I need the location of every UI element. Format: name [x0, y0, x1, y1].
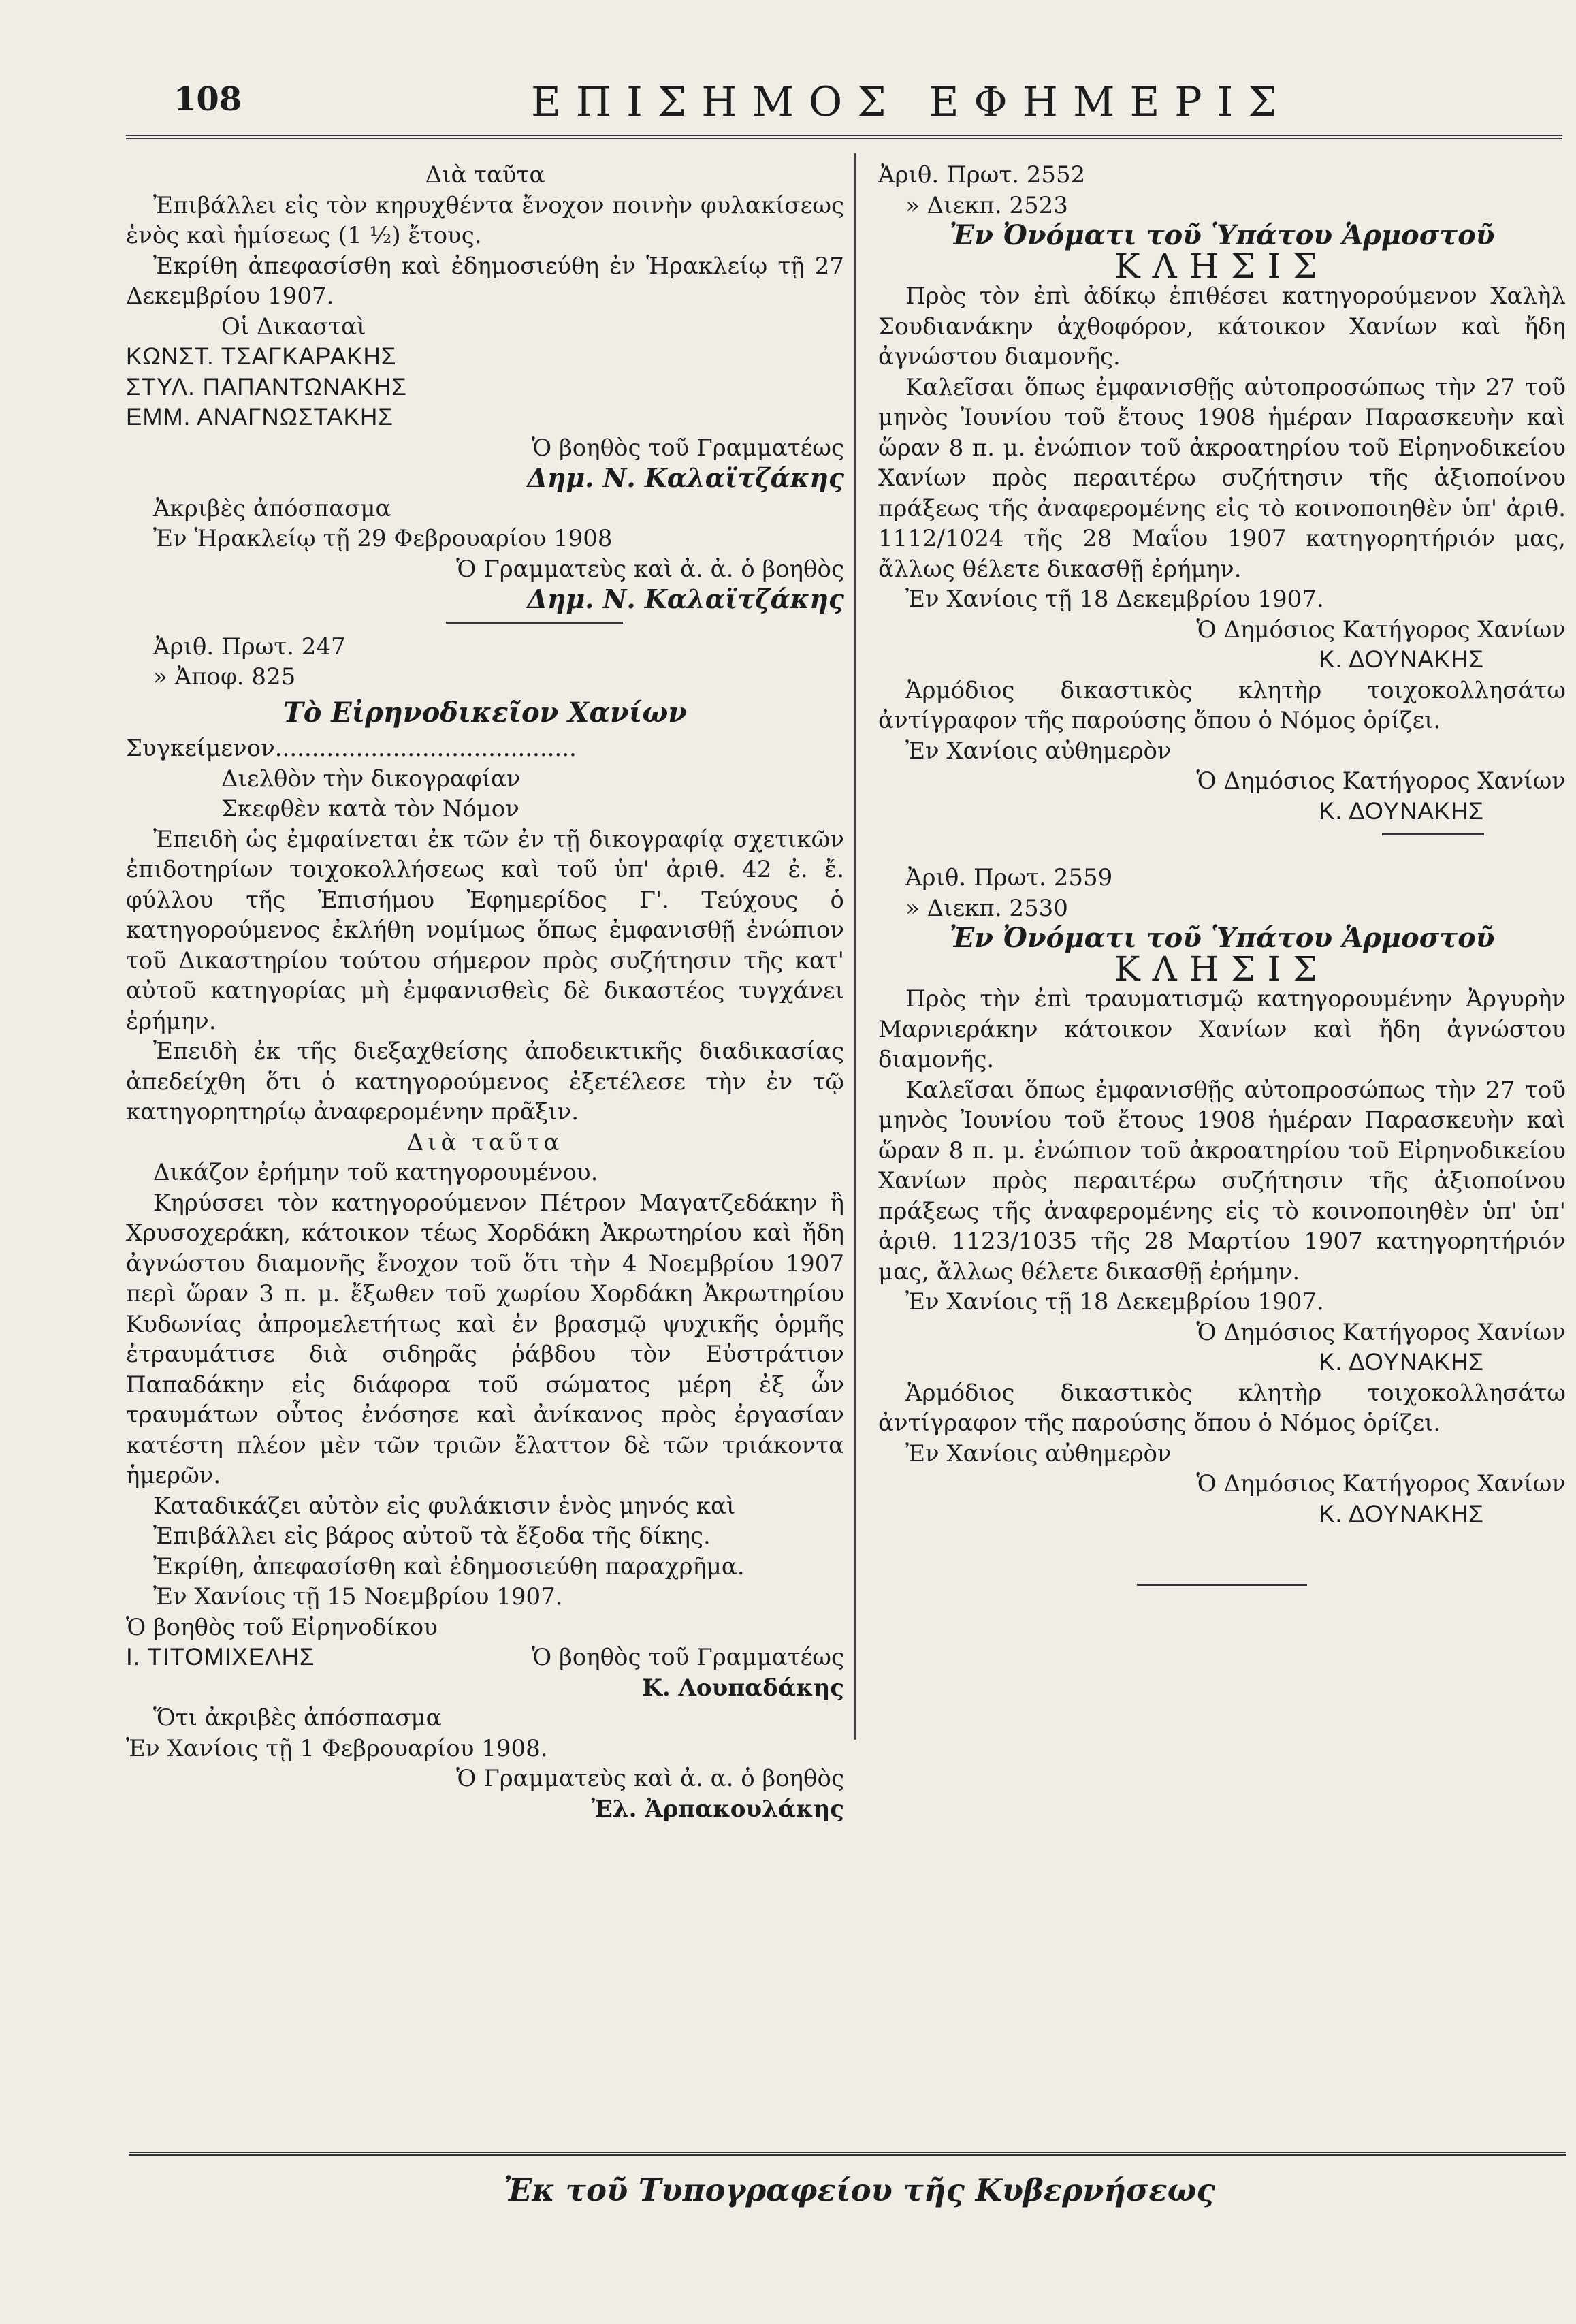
paragraph: Πρὸς τὸν ἐπὶ ἀδίκῳ ἐπιθέσει κατηγορούμενον Χαλὴλ Σουδιανάκην ἀχθοφόρον, κάτοικον Χανίων καὶ ἤδη ἀγνώστου διαμονῆς.	[878, 283, 1566, 370]
paragraph: Ἐπειδὴ ἐκ τῆς διεξαχθείσης ἀποδεικτικῆς διαδικασίας ἀπεδείχθη ὅτι ὁ κατηγορούμενος ἐξετέλεσε τὴν ἐν τῷ κατηγορητηρίῳ ἀναφερομένην πρᾶξιν.	[126, 1038, 844, 1126]
separator-rule	[1137, 1584, 1307, 1586]
summons-title: ΚΛΗΣΙΣ	[1114, 949, 1330, 989]
signature-name: Δημ. Ν. Καλαϊτζάκης	[527, 462, 844, 493]
reference-number: Ἀριθ. Πρωτ. 2559	[905, 864, 1113, 891]
place-date: Ἐν Χανίοις τῇ 18 Δεκεμβρίου 1907.	[905, 1288, 1324, 1316]
reference-number: » Διεκπ. 2530	[905, 894, 1068, 922]
judge-name: ΣΤΥΛ. ΠΑΠΑΝΤΩΝΑΚΗΣ	[126, 373, 407, 400]
judge-name: ΕΜΜ. ΑΝΑΓΝΩΣΤΑΚΗΣ	[126, 404, 393, 430]
left-column	[126, 160, 844, 1824]
signature-title: Ὁ Δημόσιος Κατήγορος Χανίων	[1196, 1318, 1566, 1346]
footer-rule	[129, 2152, 1566, 2156]
paragraph: Ἐπιβάλλει εἰς τὸν κηρυχθέντα ἔνοχον ποινὴν φυλακίσεως ἑνὸς καὶ ἡμίσεως (1 ½) ἔτους.	[126, 191, 844, 249]
paragraph: Διελθὸν τὴν δικογραφίαν	[221, 765, 521, 793]
printer-imprint: Ἐκ τοῦ Τυπογραφείου τῆς Κυβερνήσεως	[504, 2172, 1215, 2208]
signature-name: Κ. ΔΟΥΝΑΚΗΣ	[1319, 1500, 1484, 1527]
judges-heading: Οἱ Δικασταὶ	[221, 313, 366, 340]
section-heading: Διὰ ταῦτα	[406, 1128, 564, 1156]
right-column	[878, 160, 1566, 1594]
signature-name: Κ. Λουπαδάκης	[642, 1674, 844, 1702]
summons-heading: Ἐν Ὀνόματι τοῦ Ὑπάτου Ἁρμοστοῦ	[949, 922, 1495, 954]
place-date: Ἐν Ἡρακλείῳ τῇ 29 Φεβρουαρίου 1908	[153, 525, 613, 552]
place-date: Ἐν Χανίοις αὐθημερὸν	[905, 737, 1172, 765]
paragraph: Ἁρμόδιος δικαστικὸς κλητὴρ τοιχοκολλησάτω ἀντίγραφον τῆς παρούσης ὅπου ὁ Νόμος ὁρίζει.	[878, 1379, 1566, 1437]
signature-title: Ὁ Γραμματεὺς καὶ ἀ. ἀ. ὁ βοηθὸς	[456, 555, 844, 583]
signature-title: Ὁ Δημόσιος Κατήγορος Χανίων	[1196, 1470, 1566, 1497]
signature-title: Ὁ βοηθὸς τοῦ Γραμματέως	[532, 1644, 844, 1671]
signature-name: Κ. ΔΟΥΝΑΚΗΣ	[1319, 1349, 1484, 1375]
reference-number: Ἀριθ. Πρωτ. 2552	[878, 161, 1086, 189]
page-number: 108	[174, 80, 242, 118]
reference-number: » Διεκπ. 2523	[905, 191, 1068, 219]
signature-title: Ὁ βοηθὸς τοῦ Γραμματέως	[532, 434, 844, 462]
court-title: Τὸ Εἰρηνοδικεῖον Χανίων	[283, 696, 688, 729]
running-title: ΕΠΙΣΗΜΟΣ ΕΦΗΜΕΡΙΣ	[531, 78, 1292, 126]
place-date: Ἐν Χανίοις τῇ 15 Νοεμβρίου 1907.	[153, 1583, 563, 1610]
paragraph: Καλεῖσαι ὅπως ἐμφανισθῇς αὐτοπροσώπως τὴν 27 τοῦ μηνὸς Ἰουνίου τοῦ ἔτους 1908 ἡμέραν Παρασκευὴν καὶ ὥραν 8 π. μ. ἐνώπιον τοῦ ἀκροατηρίου τοῦ Εἰρηνοδικείου Χανίων πρὸς περαιτέρω συζήτησιν τῆς ἀξιοποίνου πράξεως τῆς ἀναφερομένης εἰς τὸ κοινοποιηθὲν ὑπ' ἀριθ. 1112/1024 τῆς 28 Μαΐου 1907 κατηγορητήριόν μας, ἄλλως θέλετε δικασθῇ ἐρήμην.	[878, 373, 1566, 583]
extract-note: Ὅτι ἀκριβὲς ἀπόσπασμα	[153, 1704, 442, 1732]
reference-number: Ἀριθ. Πρωτ. 247	[153, 633, 346, 660]
separator-rule	[446, 622, 623, 624]
signature-title: Ὁ Δημόσιος Κατήγορος Χανίων	[1196, 767, 1566, 795]
reference-number: » Ἀποφ. 825	[153, 663, 296, 690]
paragraph: Ἁρμόδιος δικαστικὸς κλητὴρ τοιχοκολλησάτω ἀντίγραφον τῆς παρούσης ὅπου ὁ Νόμος ὁρίζει.	[878, 676, 1566, 734]
signature-name: Κ. ΔΟΥΝΑΚΗΣ	[1319, 646, 1484, 673]
paragraph: Καταδικάζει αὐτὸν εἰς φυλάκισιν ἑνὸς μηνός καὶ	[153, 1492, 736, 1520]
judge-name: Ι. ΤΙΤΟΜΙΧΕΛΗΣ	[126, 1644, 315, 1670]
summons-heading: Ἐν Ὀνόματι τοῦ Ὑπάτου Ἁρμοστοῦ	[949, 219, 1495, 251]
signature-title: Ὁ Γραμματεὺς καὶ ἀ. α. ὁ βοηθὸς	[456, 1765, 844, 1792]
paragraph: Καλεῖσαι ὅπως ἐμφανισθῇς αὐτοπροσώπως τὴν 27 τοῦ μηνὸς Ἰουνίου τοῦ ἔτους 1908 ἡμέραν Παρασκευὴν καὶ ὥραν 8 π. μ. ἐνώπιον τοῦ ἀκροατηρίου τοῦ Εἰρηνοδικείου Χανίων πρὸς περαιτέρω συζήτησιν τῆς ἀξιοποίνου πράξεως τῆς ἀναφερομένης εἰς τὸ κοινοποιηθὲν ὑπ' ὑπ' ἀριθ. 1123/1035 τῆς 28 Μαρτίου 1907 κατηγορητήριόν μας, ἄλλως θέλετε δικασθῇ ἐρήμην.	[878, 1076, 1566, 1286]
place-date: Ἐν Χανίοις τῇ 18 Δεκεμβρίου 1907.	[905, 586, 1324, 613]
judge-name: ΚΩΝΣΤ. ΤΣΑΓΚΑΡΑΚΗΣ	[126, 343, 397, 370]
paragraph: Ἐπιβάλλει εἰς βάρος αὐτοῦ τὰ ἔξοδα τῆς δίκης.	[153, 1523, 711, 1550]
signature-name: Δημ. Ν. Καλαϊτζάκης	[527, 584, 844, 614]
paragraph: Δικάζον ἐρήμην τοῦ κατηγορουμένου.	[153, 1159, 598, 1186]
paragraph: Σκεφθὲν κατὰ τὸν Νόμον	[221, 795, 519, 823]
paragraph: Συγκείμενον.........................................	[126, 735, 577, 762]
place-date: Ἐν Χανίοις τῇ 1 Φεβρουαρίου 1908.	[126, 1734, 548, 1762]
paragraph: Ἐκρίθη, ἀπεφασίσθη καὶ ἐδημοσιεύθη παραχρῆμα.	[153, 1553, 745, 1580]
signature-name: Ἐλ. Ἀρπακουλάκης	[591, 1795, 844, 1823]
summons-title: ΚΛΗΣΙΣ	[1114, 246, 1330, 286]
signature-row	[126, 1642, 844, 1673]
separator-rule	[1382, 833, 1484, 835]
paragraph: Πρὸς τὴν ἐπὶ τραυματισμῷ κατηγορουμένην Ἀργυρὴν Μαρνιεράκην κάτοικον Χανίων καὶ ἤδη ἀγνώστου διαμονῆς.	[878, 985, 1566, 1073]
signature-title: Ὁ Δημόσιος Κατήγορος Χανίων	[1196, 616, 1566, 643]
header-rule	[126, 135, 1562, 139]
signature-name: Κ. ΔΟΥΝΑΚΗΣ	[1319, 797, 1484, 825]
signature-title: Ὁ βοηθὸς τοῦ Εἰρηνοδίκου	[126, 1613, 438, 1641]
paragraph: Κηρύσσει τὸν κατηγορούμενον Πέτρον Μαγατζεδάκην ἢ Χρυσοχεράκη, κάτοικον τέως Χορδάκη Ἀκρωτηρίου καὶ ἤδη ἀγνώστου διαμονῆς ἔνοχον τοῦ ὅτι τὴν 4 Νοεμβρίου 1907 περὶ ὥραν 3 π. μ. ἔξωθεν τοῦ χωρίου Χορδάκη Ἀκρωτηρίου Κυδωνίας ἀπρομελετήτως καὶ ἐν βρασμῷ ψυχικῆς ὁρμῆς ἐτραυμάτισε διὰ σιδηρᾶς ῥάβδου τὸν Εὐστράτιον Παπαδάκην εἰς διάφορα τοῦ σώματος μέρη ἐξ ὧν τραυμάτων οὗτος ἐνόσησε καὶ ἀνίκανος πρὸς ἐργασίαν κατέστη πλέον μὲν τῶν τριῶν ἔλαττον δὲ τῶν τριάκοντα ἡμερῶν.	[126, 1189, 844, 1489]
place-date: Ἐν Χανίοις αὐθημερὸν	[905, 1439, 1172, 1467]
column-divider	[854, 153, 856, 1740]
section-heading: Διὰ ταῦτα	[425, 161, 545, 189]
paragraph: Ἐπειδὴ ὡς ἐμφαίνεται ἐκ τῶν ἐν τῇ δικογραφίᾳ σχετικῶν ἐπιδοτηρίων τοιχοκολλήσεως καὶ τοῦ ὑπ' ἀριθ. 42 ἐ. ἔ. φύλλου τῆς Ἐπισήμου Ἐφημερίδος Γ'. Τεύχους ὁ κατηγορούμενος ἐκλήθη νομίμως ὅπως ἐμφανισθῇ ἐνώπιον τοῦ Δικαστηρίου τούτου σήμερον πρὸς συζήτησιν τῆς κατ' αὐτοῦ κατηγορίας μὴ ἐμφανισθεὶς δὲ δικαστέος τυγχάνει ἐρήμην.	[126, 825, 844, 1035]
paragraph: Ἐκρίθη ἀπεφασίσθη καὶ ἐδημοσιεύθη ἐν Ἡρακλείῳ τῇ 27 Δεκεμβρίου 1907.	[126, 252, 844, 310]
extract-note: Ἀκριβὲς ἀπόσπασμα	[153, 494, 391, 522]
